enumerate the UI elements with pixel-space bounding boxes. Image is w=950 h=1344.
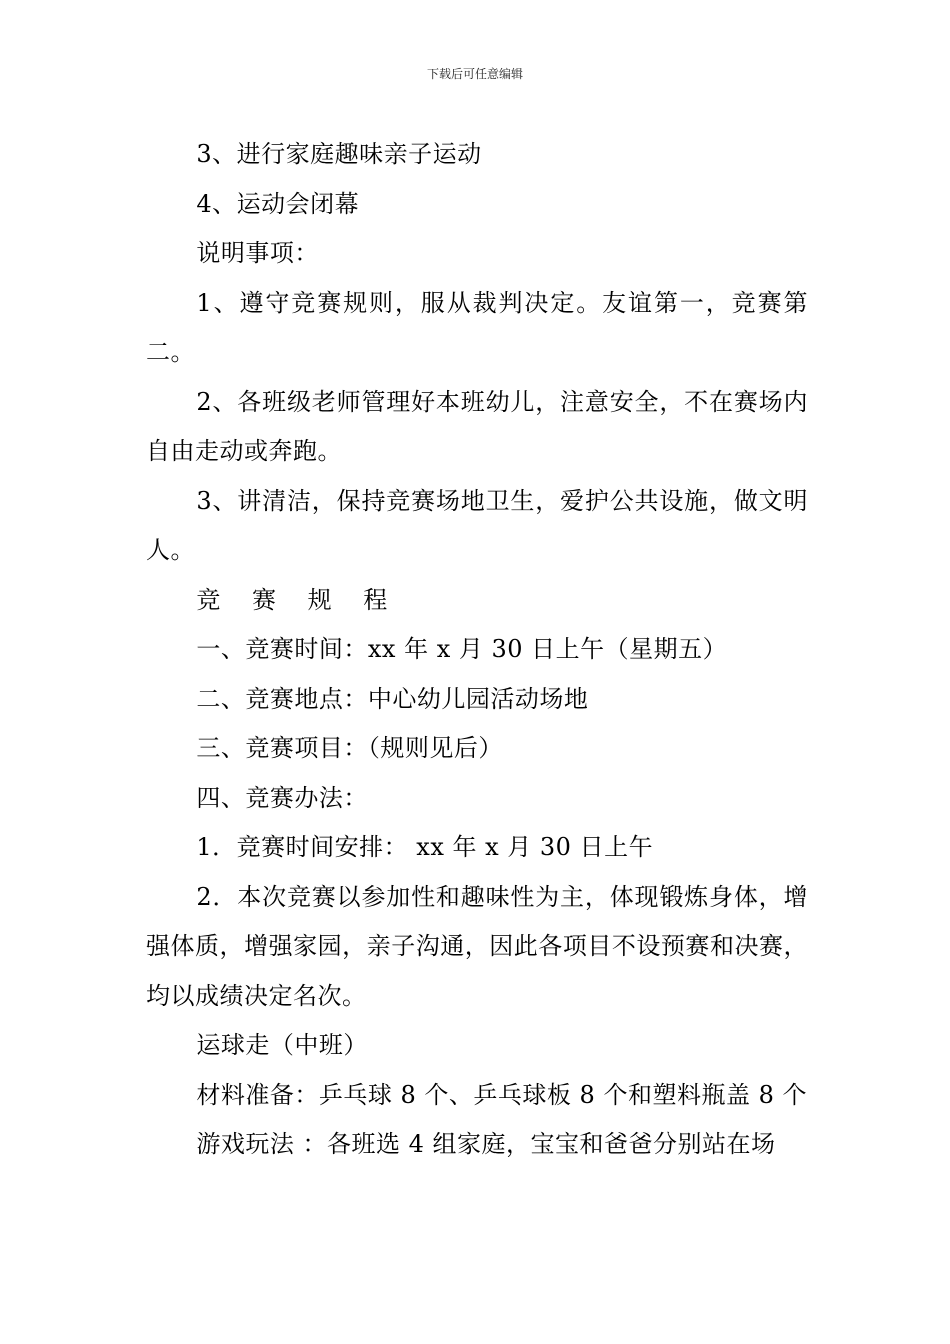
paragraph-rules-heading: 竞 赛 规 程 (196, 585, 400, 614)
paragraph-activity-3: 3、进行家庭趣味亲子运动 (196, 140, 482, 168)
paragraph-game-rules: 游戏玩法 ：各班选 4 组家庭，宝宝和爸爸分别站在场 (196, 1130, 776, 1158)
paragraph-rule-method: 四、竞赛办法： (196, 783, 368, 812)
paragraph-rule-location: 二、竞赛地点：中心幼儿园活动场地 (196, 684, 589, 713)
paragraph-notes-heading: 说明事项： (196, 239, 319, 267)
paragraph-note-2: 2、各班级老师管理好本班幼儿，注意安全，不在赛场内自由走动或奔跑。 (146, 387, 808, 465)
paragraph-activity-4: 4、运动会闭幕 (196, 189, 360, 218)
paragraph-note-3: 3、讲清洁，保持竞赛场地卫生，爱护公共设施，做文明人。 (146, 486, 808, 564)
paragraph-method-2: 2．本次竞赛以参加性和趣味性为主，体现锻炼身体，增强体质，增强家园，亲子沟通，因此各项目不设预赛和决赛，均以成绩决定名次。 (146, 882, 808, 1010)
paragraph-rule-time: 一、竞赛时间：xx 年 x 月 30 日上午（星期五） (196, 635, 728, 663)
paragraph-rule-events: 三、竞赛项目：（规则见后） (196, 734, 503, 762)
paragraph-game-title: 运球走（中班） (196, 1031, 368, 1059)
paragraph-method-1: 1．竞赛时间安排： xx 年 x 月 30 日上午 (196, 833, 654, 861)
paragraph-game-materials: 材料准备：乒乓球 8 个、乒乓球板 8 个和塑料瓶盖 8 个 (196, 1080, 807, 1109)
paragraph-note-1: 1、遵守竞赛规则，服从裁判决定。友谊第一，竞赛第二。 (146, 288, 808, 366)
page-header-note: 下载后可任意编辑 (426, 67, 523, 81)
document-body (146, 130, 808, 1170)
